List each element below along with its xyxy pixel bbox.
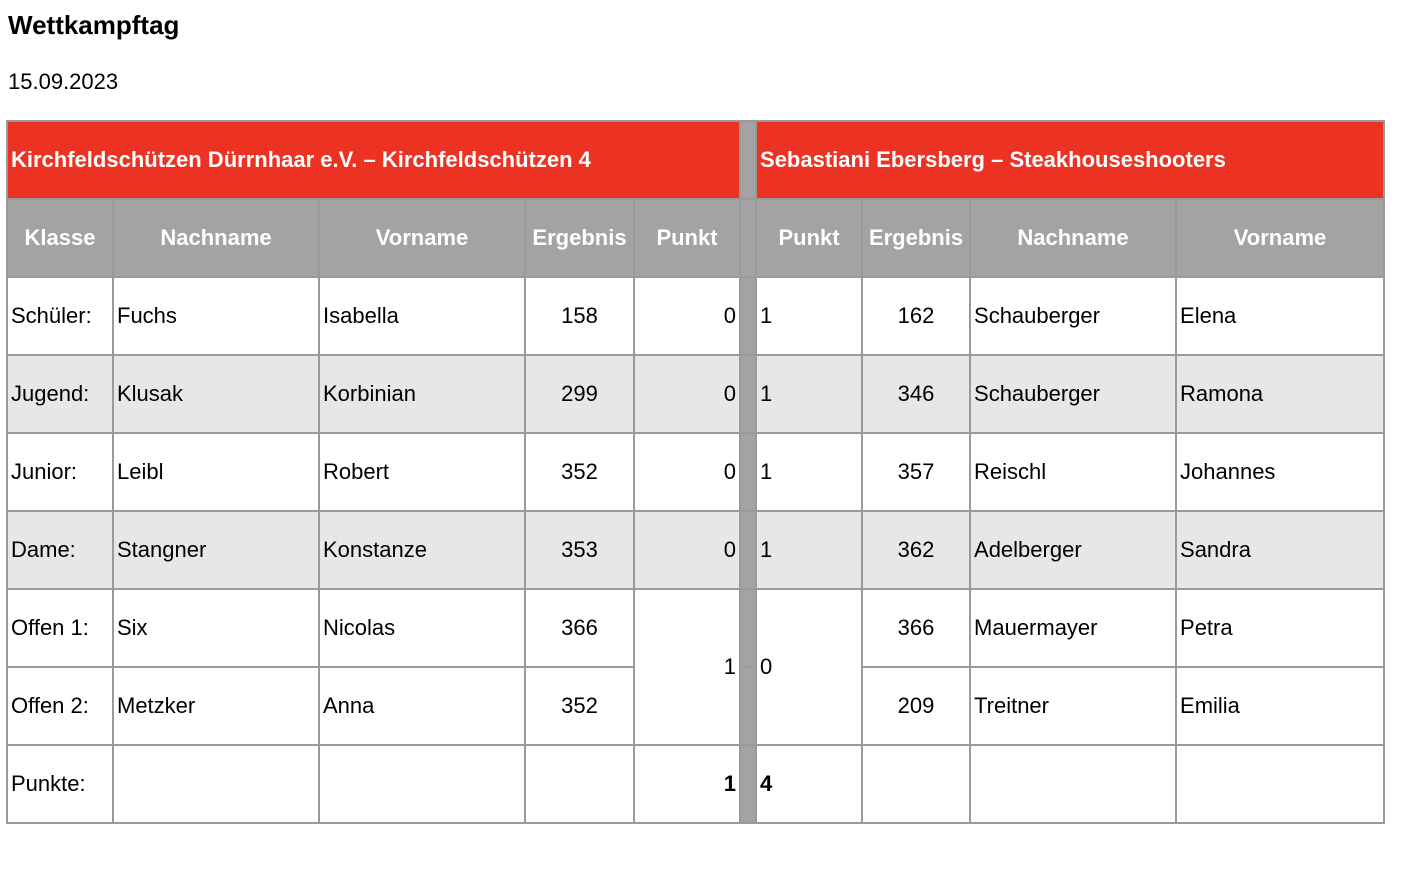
home-vorname-cell: Konstanze	[319, 511, 525, 589]
column-separator	[740, 667, 756, 745]
totals-label: Punkte:	[7, 745, 113, 823]
home-punkt-cell: 0	[634, 433, 740, 511]
header-away-nachname: Nachname	[970, 199, 1176, 277]
home-nachname-cell: Metzker	[113, 667, 319, 745]
empty-cell	[862, 745, 970, 823]
away-ergebnis-cell: 162	[862, 277, 970, 355]
home-punkt-cell: 0	[634, 277, 740, 355]
klasse-cell: Dame:	[7, 511, 113, 589]
home-ergebnis-cell: 158	[525, 277, 634, 355]
klasse-cell: Junior:	[7, 433, 113, 511]
away-ergebnis-cell: 357	[862, 433, 970, 511]
home-vorname-cell: Korbinian	[319, 355, 525, 433]
empty-cell	[113, 745, 319, 823]
table-row	[7, 277, 1384, 355]
home-ergebnis-cell: 352	[525, 667, 634, 745]
home-ergebnis-cell: 352	[525, 433, 634, 511]
away-vorname-cell: Emilia	[1176, 667, 1384, 745]
empty-cell	[525, 745, 634, 823]
home-vorname-cell: Anna	[319, 667, 525, 745]
table-row	[7, 511, 1384, 589]
column-separator	[740, 433, 756, 511]
column-separator	[740, 745, 756, 823]
empty-cell	[319, 745, 525, 823]
home-nachname-cell: Klusak	[113, 355, 319, 433]
away-punkt-cell: 1	[756, 511, 862, 589]
home-ergebnis-cell: 366	[525, 589, 634, 667]
away-nachname-cell: Schauberger	[970, 277, 1176, 355]
header-home-punkt: Punkt	[634, 199, 740, 277]
header-home-nachname: Nachname	[113, 199, 319, 277]
empty-cell	[1176, 745, 1384, 823]
away-ergebnis-cell: 209	[862, 667, 970, 745]
home-offen-punkt-cell: 1	[634, 589, 740, 745]
away-total-points: 4	[756, 745, 862, 823]
home-ergebnis-cell: 299	[525, 355, 634, 433]
klasse-cell: Offen 2:	[7, 667, 113, 745]
home-vorname-cell: Robert	[319, 433, 525, 511]
home-punkt-cell: 0	[634, 511, 740, 589]
klasse-cell: Jugend:	[7, 355, 113, 433]
away-vorname-cell: Elena	[1176, 277, 1384, 355]
home-vorname-cell: Nicolas	[319, 589, 525, 667]
page-title: Wettkampftag	[8, 10, 180, 40]
home-punkt-cell: 0	[634, 355, 740, 433]
table-row	[7, 433, 1384, 511]
header-home-vorname: Vorname	[319, 199, 525, 277]
away-punkt-cell: 1	[756, 433, 862, 511]
totals-row	[7, 745, 1384, 823]
column-separator	[740, 511, 756, 589]
away-nachname-cell: Adelberger	[970, 511, 1176, 589]
table-row	[7, 355, 1384, 433]
away-ergebnis-cell: 362	[862, 511, 970, 589]
home-nachname-cell: Stangner	[113, 511, 319, 589]
column-separator	[740, 355, 756, 433]
header-klasse: Klasse	[7, 199, 113, 277]
table-row	[7, 589, 1384, 667]
header-away-ergebnis: Ergebnis	[862, 199, 970, 277]
away-vorname-cell: Johannes	[1176, 433, 1384, 511]
klasse-cell: Schüler:	[7, 277, 113, 355]
match-date: 15.09.2023	[8, 69, 119, 94]
away-vorname-cell: Sandra	[1176, 511, 1384, 589]
column-separator	[740, 199, 756, 277]
away-offen-punkt-cell: 0	[756, 589, 862, 745]
header-away-vorname: Vorname	[1176, 199, 1384, 277]
klasse-cell: Offen 1:	[7, 589, 113, 667]
home-ergebnis-cell: 353	[525, 511, 634, 589]
away-nachname-cell: Treitner	[970, 667, 1176, 745]
home-vorname-cell: Isabella	[319, 277, 525, 355]
empty-cell	[970, 745, 1176, 823]
away-ergebnis-cell: 346	[862, 355, 970, 433]
away-punkt-cell: 1	[756, 355, 862, 433]
team-header-row	[7, 121, 1384, 199]
away-team-name: Sebastiani Ebersberg – Steakhouseshooters	[756, 121, 1384, 199]
header-away-punkt: Punkt	[756, 199, 862, 277]
away-nachname-cell: Mauermayer	[970, 589, 1176, 667]
away-ergebnis-cell: 366	[862, 589, 970, 667]
home-nachname-cell: Leibl	[113, 433, 319, 511]
column-separator	[740, 277, 756, 355]
home-total-points: 1	[634, 745, 740, 823]
results-table	[6, 120, 1385, 824]
away-nachname-cell: Schauberger	[970, 355, 1176, 433]
home-nachname-cell: Six	[113, 589, 319, 667]
away-vorname-cell: Petra	[1176, 589, 1384, 667]
home-team-name: Kirchfeldschützen Dürrnhaar e.V. – Kirchfeldschützen 4	[7, 121, 740, 199]
home-nachname-cell: Fuchs	[113, 277, 319, 355]
away-nachname-cell: Reischl	[970, 433, 1176, 511]
column-separator	[740, 121, 756, 199]
away-vorname-cell: Ramona	[1176, 355, 1384, 433]
column-separator	[740, 589, 756, 667]
away-punkt-cell: 1	[756, 277, 862, 355]
header-home-ergebnis: Ergebnis	[525, 199, 634, 277]
column-header-row	[7, 199, 1384, 277]
